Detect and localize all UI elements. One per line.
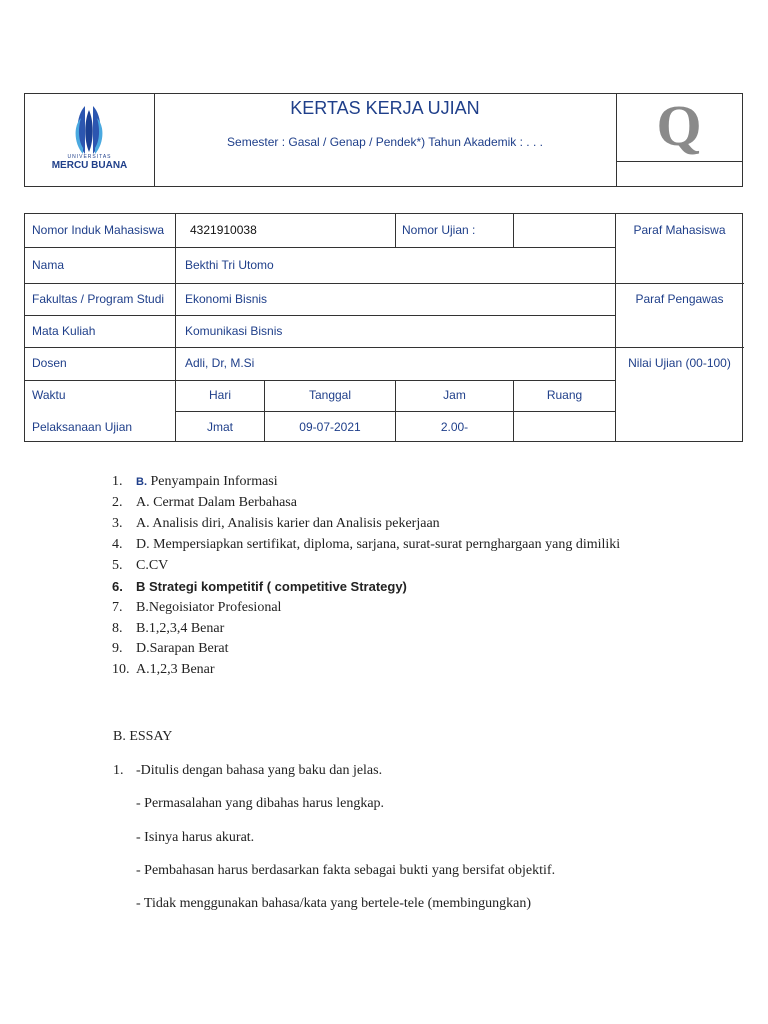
jam-value: 2.00-	[440, 420, 469, 434]
item-number: 8.	[112, 621, 123, 636]
essay-line: - Tidak menggunakan bahasa/kata yang bertele-tele (membingungkan)	[136, 896, 531, 911]
answer-text: C.CV	[136, 558, 169, 573]
item-number: 2.	[112, 495, 123, 510]
nomor-ujian-field[interactable]	[514, 215, 614, 246]
hari-value: Jmat	[206, 420, 233, 434]
essay-line: - Isinya harus akurat.	[136, 830, 255, 845]
item-number: 10.	[112, 662, 130, 677]
answer-text: A.1,2,3 Benar	[136, 662, 215, 677]
essay-line: - Permasalahan yang dibahas harus lengkap.	[136, 796, 385, 811]
nim-label: Nomor Induk Mahasiswa	[32, 223, 165, 237]
student-info-table	[24, 213, 743, 442]
answer-text: A. Cermat Dalam Berbahasa	[136, 495, 297, 510]
paraf-pengawas-label: Paraf Pengawas	[635, 292, 724, 306]
ruang-label: Ruang	[546, 388, 583, 402]
fakultas-value: Ekonomi Bisnis	[185, 292, 268, 306]
item-number: 7.	[112, 600, 123, 615]
logo-university-label: UNIVERSITAS	[67, 154, 112, 160]
item-number: 5.	[112, 558, 123, 573]
essay-number: 1.	[113, 763, 124, 778]
answer-text: A. Analisis diri, Analisis karier dan Analisis pekerjaan	[136, 516, 440, 531]
title-cell	[154, 94, 617, 186]
jam-label: Jam	[443, 388, 466, 402]
logo-name: MERCU BUANA	[51, 160, 128, 171]
essay-line: - Pembahasan harus berdasarkan fakta sebagai bukti yang bersifat objektif.	[136, 863, 556, 878]
corner-letter: Q	[656, 93, 702, 158]
matkul-label: Mata Kuliah	[32, 324, 96, 338]
item-number: 6.	[112, 579, 123, 594]
answer-text: D.Sarapan Berat	[136, 641, 229, 656]
page-title: KERTAS KERJA UJIAN	[290, 98, 480, 118]
exam-header	[24, 93, 743, 187]
fakultas-label: Fakultas / Program Studi	[32, 292, 165, 306]
logo-cell	[25, 94, 155, 186]
nama-value: Bekthi Tri Utomo	[185, 258, 274, 272]
nomor-ujian-label: Nomor Ujian :	[402, 223, 476, 237]
paraf-mahasiswa-label: Paraf Mahasiswa	[633, 223, 726, 237]
answer-text: B.Negoisiator Profesional	[136, 600, 282, 615]
item-number: 4.	[112, 537, 123, 552]
answer-prefix: B.	[136, 476, 147, 488]
dosen-label: Dosen	[32, 356, 67, 370]
hari-label: Hari	[208, 388, 231, 402]
item-number: 3.	[112, 516, 123, 531]
answer-text: Penyampain Informasi	[147, 474, 278, 489]
answer-text: B.1,2,3,4 Benar	[136, 621, 225, 636]
semester-line: Semester : Gasal / Genap / Pendek*) Tahun Akademik : . . .	[227, 135, 543, 149]
pelaksanaan-label: Pelaksanaan Ujian	[32, 420, 133, 434]
item-number: 1.	[112, 474, 123, 489]
tanggal-value: 09-07-2021	[299, 420, 361, 434]
waktu-label: Waktu	[32, 388, 66, 402]
answer-text: B Strategi kompetitif ( competitive Strategy)	[136, 579, 407, 594]
nim-value: 4321910038	[190, 223, 257, 237]
q-cell	[616, 94, 742, 162]
tanggal-label: Tanggal	[308, 388, 352, 402]
essay-line: -Ditulis dengan bahasa yang baku dan jelas.	[136, 763, 383, 778]
essay-heading: B. ESSAY	[113, 729, 173, 744]
dosen-value: Adli, Dr, M.Si	[185, 356, 255, 370]
nama-label: Nama	[32, 258, 65, 272]
answer-text: D. Mempersiapkan sertifikat, diploma, sarjana, surat-surat pernghargaan yang dimiliki	[136, 537, 621, 552]
item-number: 9.	[112, 641, 123, 656]
nilai-label: Nilai Ujian (00-100)	[628, 356, 731, 370]
matkul-value: Komunikasi Bisnis	[185, 324, 283, 338]
